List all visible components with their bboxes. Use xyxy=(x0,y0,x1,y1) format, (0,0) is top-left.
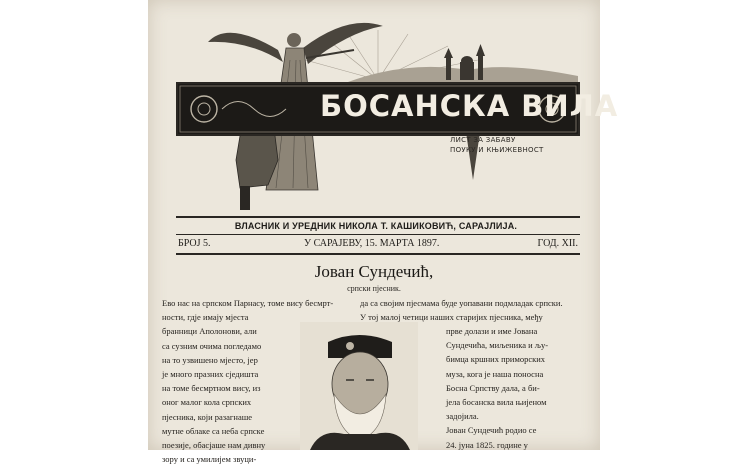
text-line: ности, гдје имају мјеста xyxy=(162,312,249,323)
text-line: пјесника, који разагнаше xyxy=(162,411,253,422)
newspaper-page xyxy=(148,0,619,465)
newspaper-subtitle xyxy=(450,135,560,155)
text-line: јела босанска вила њијеном xyxy=(446,397,547,408)
newspaper-title: БОСАНСКА ВИЛА xyxy=(320,89,619,123)
portrait-engraving xyxy=(300,322,418,450)
text-line: на то узвишено мјесто, јер xyxy=(162,354,258,365)
masthead xyxy=(148,0,619,220)
rule xyxy=(176,216,580,218)
church-towers xyxy=(444,44,485,80)
article-top-column xyxy=(360,296,596,324)
text-line: на томе бесмртном вису, из xyxy=(162,383,261,394)
man-legs xyxy=(240,186,250,210)
text-line: 24. јуна 1825. године у xyxy=(446,439,528,450)
text-line: поезије, обасјаше нам дивну xyxy=(162,440,266,451)
rule xyxy=(176,253,580,255)
issue-year: ГОД. XII. xyxy=(537,238,578,249)
text-line: оног малог кола српских xyxy=(162,397,252,408)
text-line: У тој малој четици наших старијих пјесника, међу xyxy=(360,312,543,323)
article-subtitle: српски пјесник. xyxy=(347,284,401,293)
fairy-head xyxy=(287,33,301,47)
text-line: Ево нас на српском Парнасу, томе вису бесмрт- xyxy=(162,298,334,308)
article-right-column xyxy=(446,324,588,452)
text-line: са сузним очима погледамо xyxy=(162,340,262,351)
text-line: зору и са умилијем звуци- xyxy=(162,454,257,465)
issue-number: БРОЈ 5. xyxy=(178,238,211,249)
right-wing xyxy=(303,23,383,64)
text-line: муза, кога је наша поносна xyxy=(446,368,544,379)
text-line: бранници Аполонови, али xyxy=(162,326,257,337)
subtitle-line: ЛИСТ ЗА ЗАБАВУ xyxy=(450,136,516,144)
text-line: да са својим пјесмама буде уопавани подмладак српски. xyxy=(360,298,563,308)
text-line: Босна Српству дала, а би- xyxy=(446,382,540,393)
article-left-column xyxy=(162,296,334,466)
owner-line: ВЛАСНИК И УРЕДНИК НИКОЛА Т. КАШИКОВИЋ, САРАЈЛИЈА. xyxy=(234,221,518,231)
subtitle-line: ПОУКУ И КЊИЖЕВНОСТ xyxy=(450,146,544,154)
text-line: Сундечића, миљеника и љу- xyxy=(446,340,549,351)
text-line: бимца кршних приморских xyxy=(446,354,546,365)
text-line: мутне облаке са неба српске xyxy=(162,425,265,436)
text-line: Јован Сундечић родио се xyxy=(446,425,537,436)
article-title: Јован Сундечић, xyxy=(314,262,434,281)
text-line: задојила. xyxy=(446,411,479,422)
rule xyxy=(176,234,580,235)
text-line: је много празних сједишта xyxy=(162,369,259,380)
issue-dateline: У САРАЈЕВУ, 15. МАРТА 1897. xyxy=(304,238,440,249)
cap-emblem xyxy=(346,342,354,350)
left-wing xyxy=(208,33,283,62)
issue-row xyxy=(178,238,578,252)
text-line: прве долази и име Јована xyxy=(446,326,538,336)
coat xyxy=(310,433,410,450)
